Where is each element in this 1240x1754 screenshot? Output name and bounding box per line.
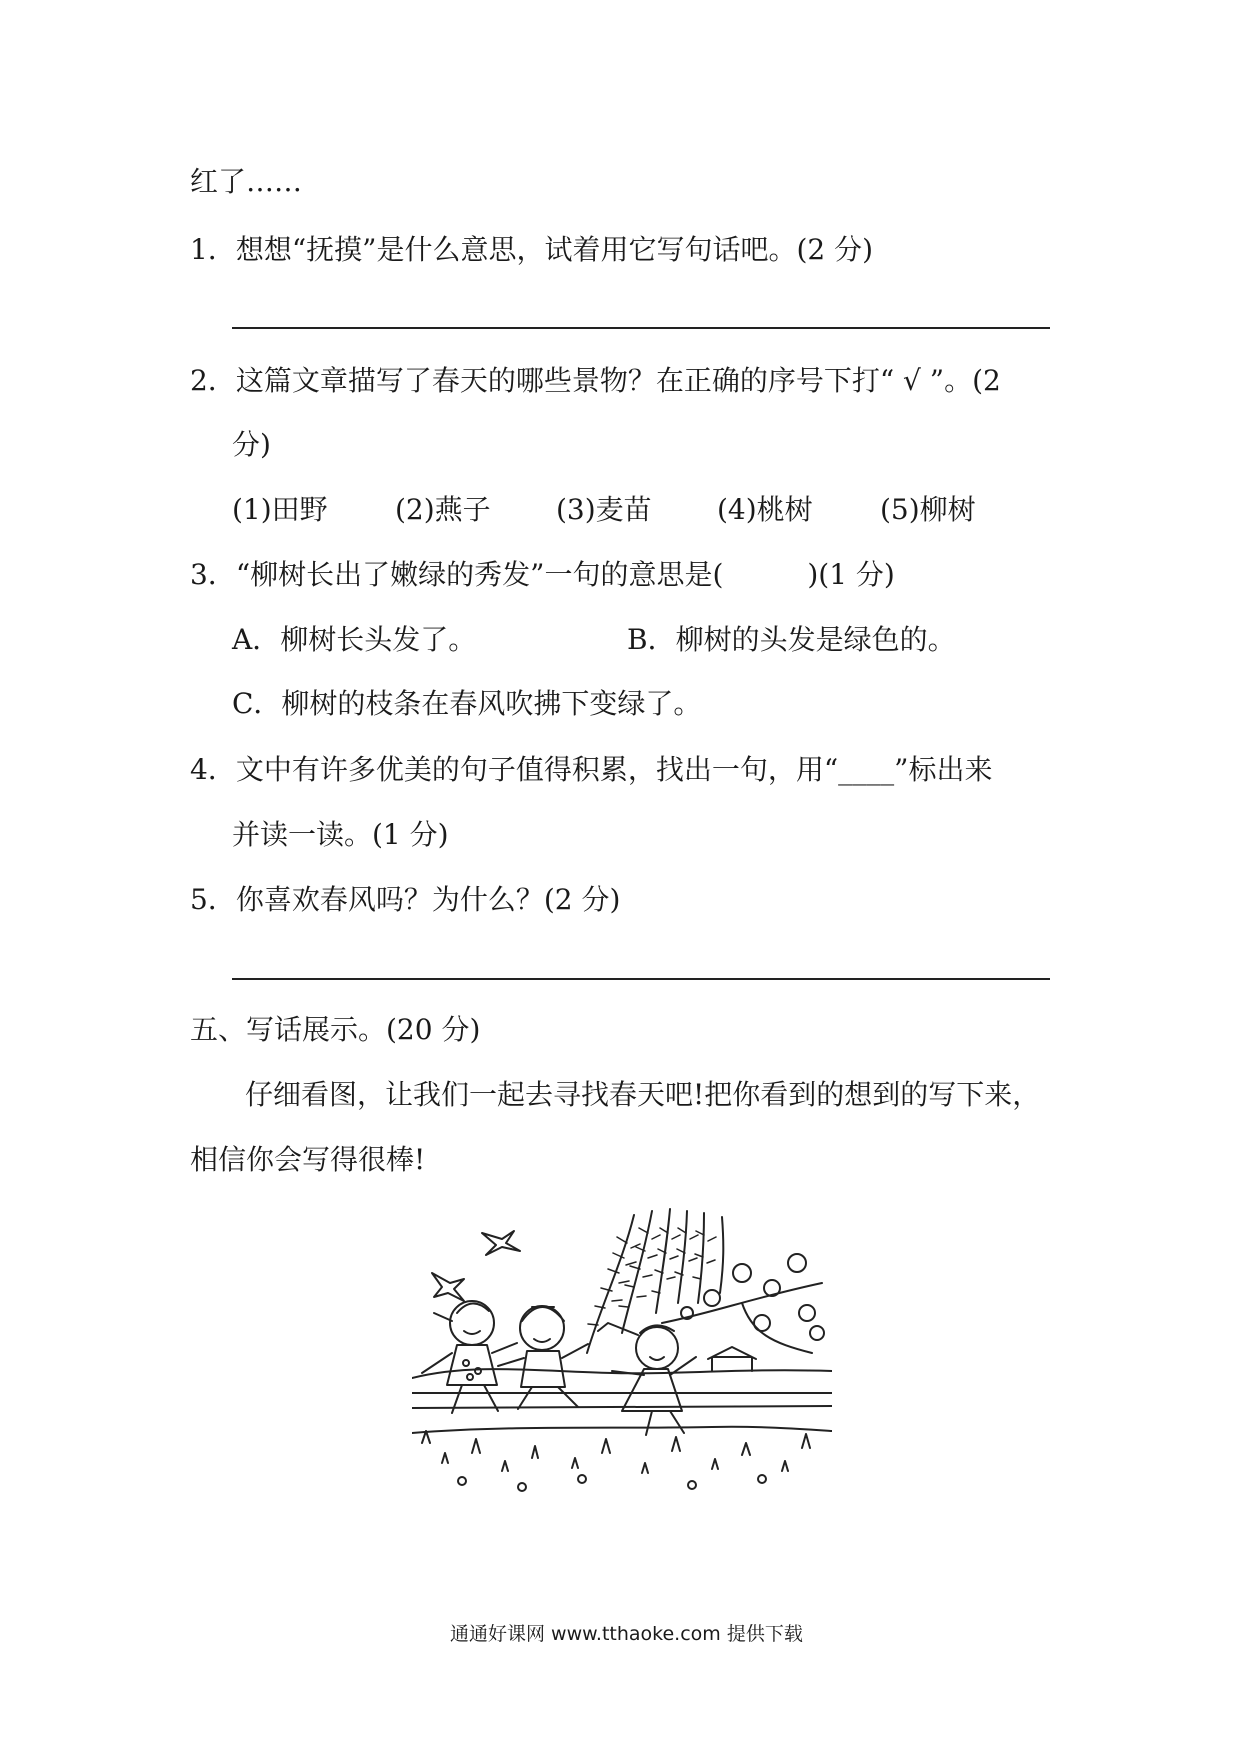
spring-scene-illustration bbox=[412, 1203, 832, 1503]
q2-option-3[interactable]: (3)麦苗 bbox=[556, 493, 652, 526]
q3-option-b[interactable]: B．柳树的头发是绿色的。 bbox=[627, 623, 956, 656]
q2-option-1[interactable]: (1)田野 bbox=[232, 493, 328, 526]
question-1: 1．想想“抚摸”是什么意思，试着用它写句话吧。(2 分) bbox=[190, 233, 874, 266]
passage-tail: 红了…… bbox=[190, 165, 303, 198]
answer-line-5[interactable] bbox=[232, 978, 1050, 980]
question-5: 5．你喜欢春风吗？为什么？(2 分) bbox=[190, 883, 621, 916]
q2-option-2[interactable]: (2)燕子 bbox=[395, 493, 491, 526]
answer-line-1[interactable] bbox=[232, 327, 1050, 329]
section-5-heading: 五、写话展示。(20 分) bbox=[190, 1013, 481, 1046]
q3-option-c[interactable]: C．柳树的枝条在春风吹拂下变绿了。 bbox=[232, 687, 702, 720]
question-2-line2: 分) bbox=[232, 428, 271, 461]
q2-option-4[interactable]: (4)桃树 bbox=[717, 493, 813, 526]
section-5-prompt-line2: 相信你会写得很棒! bbox=[190, 1143, 426, 1176]
question-4-line1: 4．文中有许多优美的句子值得积累，找出一句，用“____”标出来 bbox=[190, 753, 993, 786]
q3-option-a[interactable]: A．柳树长头发了。 bbox=[232, 623, 477, 656]
footer-credit: 通通好课网 www.tthaoke.com 提供下载 bbox=[450, 1623, 803, 1645]
question-4-line2: 并读一读。(1 分) bbox=[232, 818, 449, 851]
question-3: 3．“柳树长出了嫩绿的秀发”一句的意思是( )(1 分) bbox=[190, 558, 895, 591]
q2-option-5[interactable]: (5)柳树 bbox=[880, 493, 976, 526]
section-5-prompt-line1: 仔细看图，让我们一起去寻找春天吧!把你看到的想到的写下来， bbox=[245, 1078, 1041, 1111]
question-2-line1: 2．这篇文章描写了春天的哪些景物？在正确的序号下打“ √ ”。(2 bbox=[190, 364, 1001, 397]
